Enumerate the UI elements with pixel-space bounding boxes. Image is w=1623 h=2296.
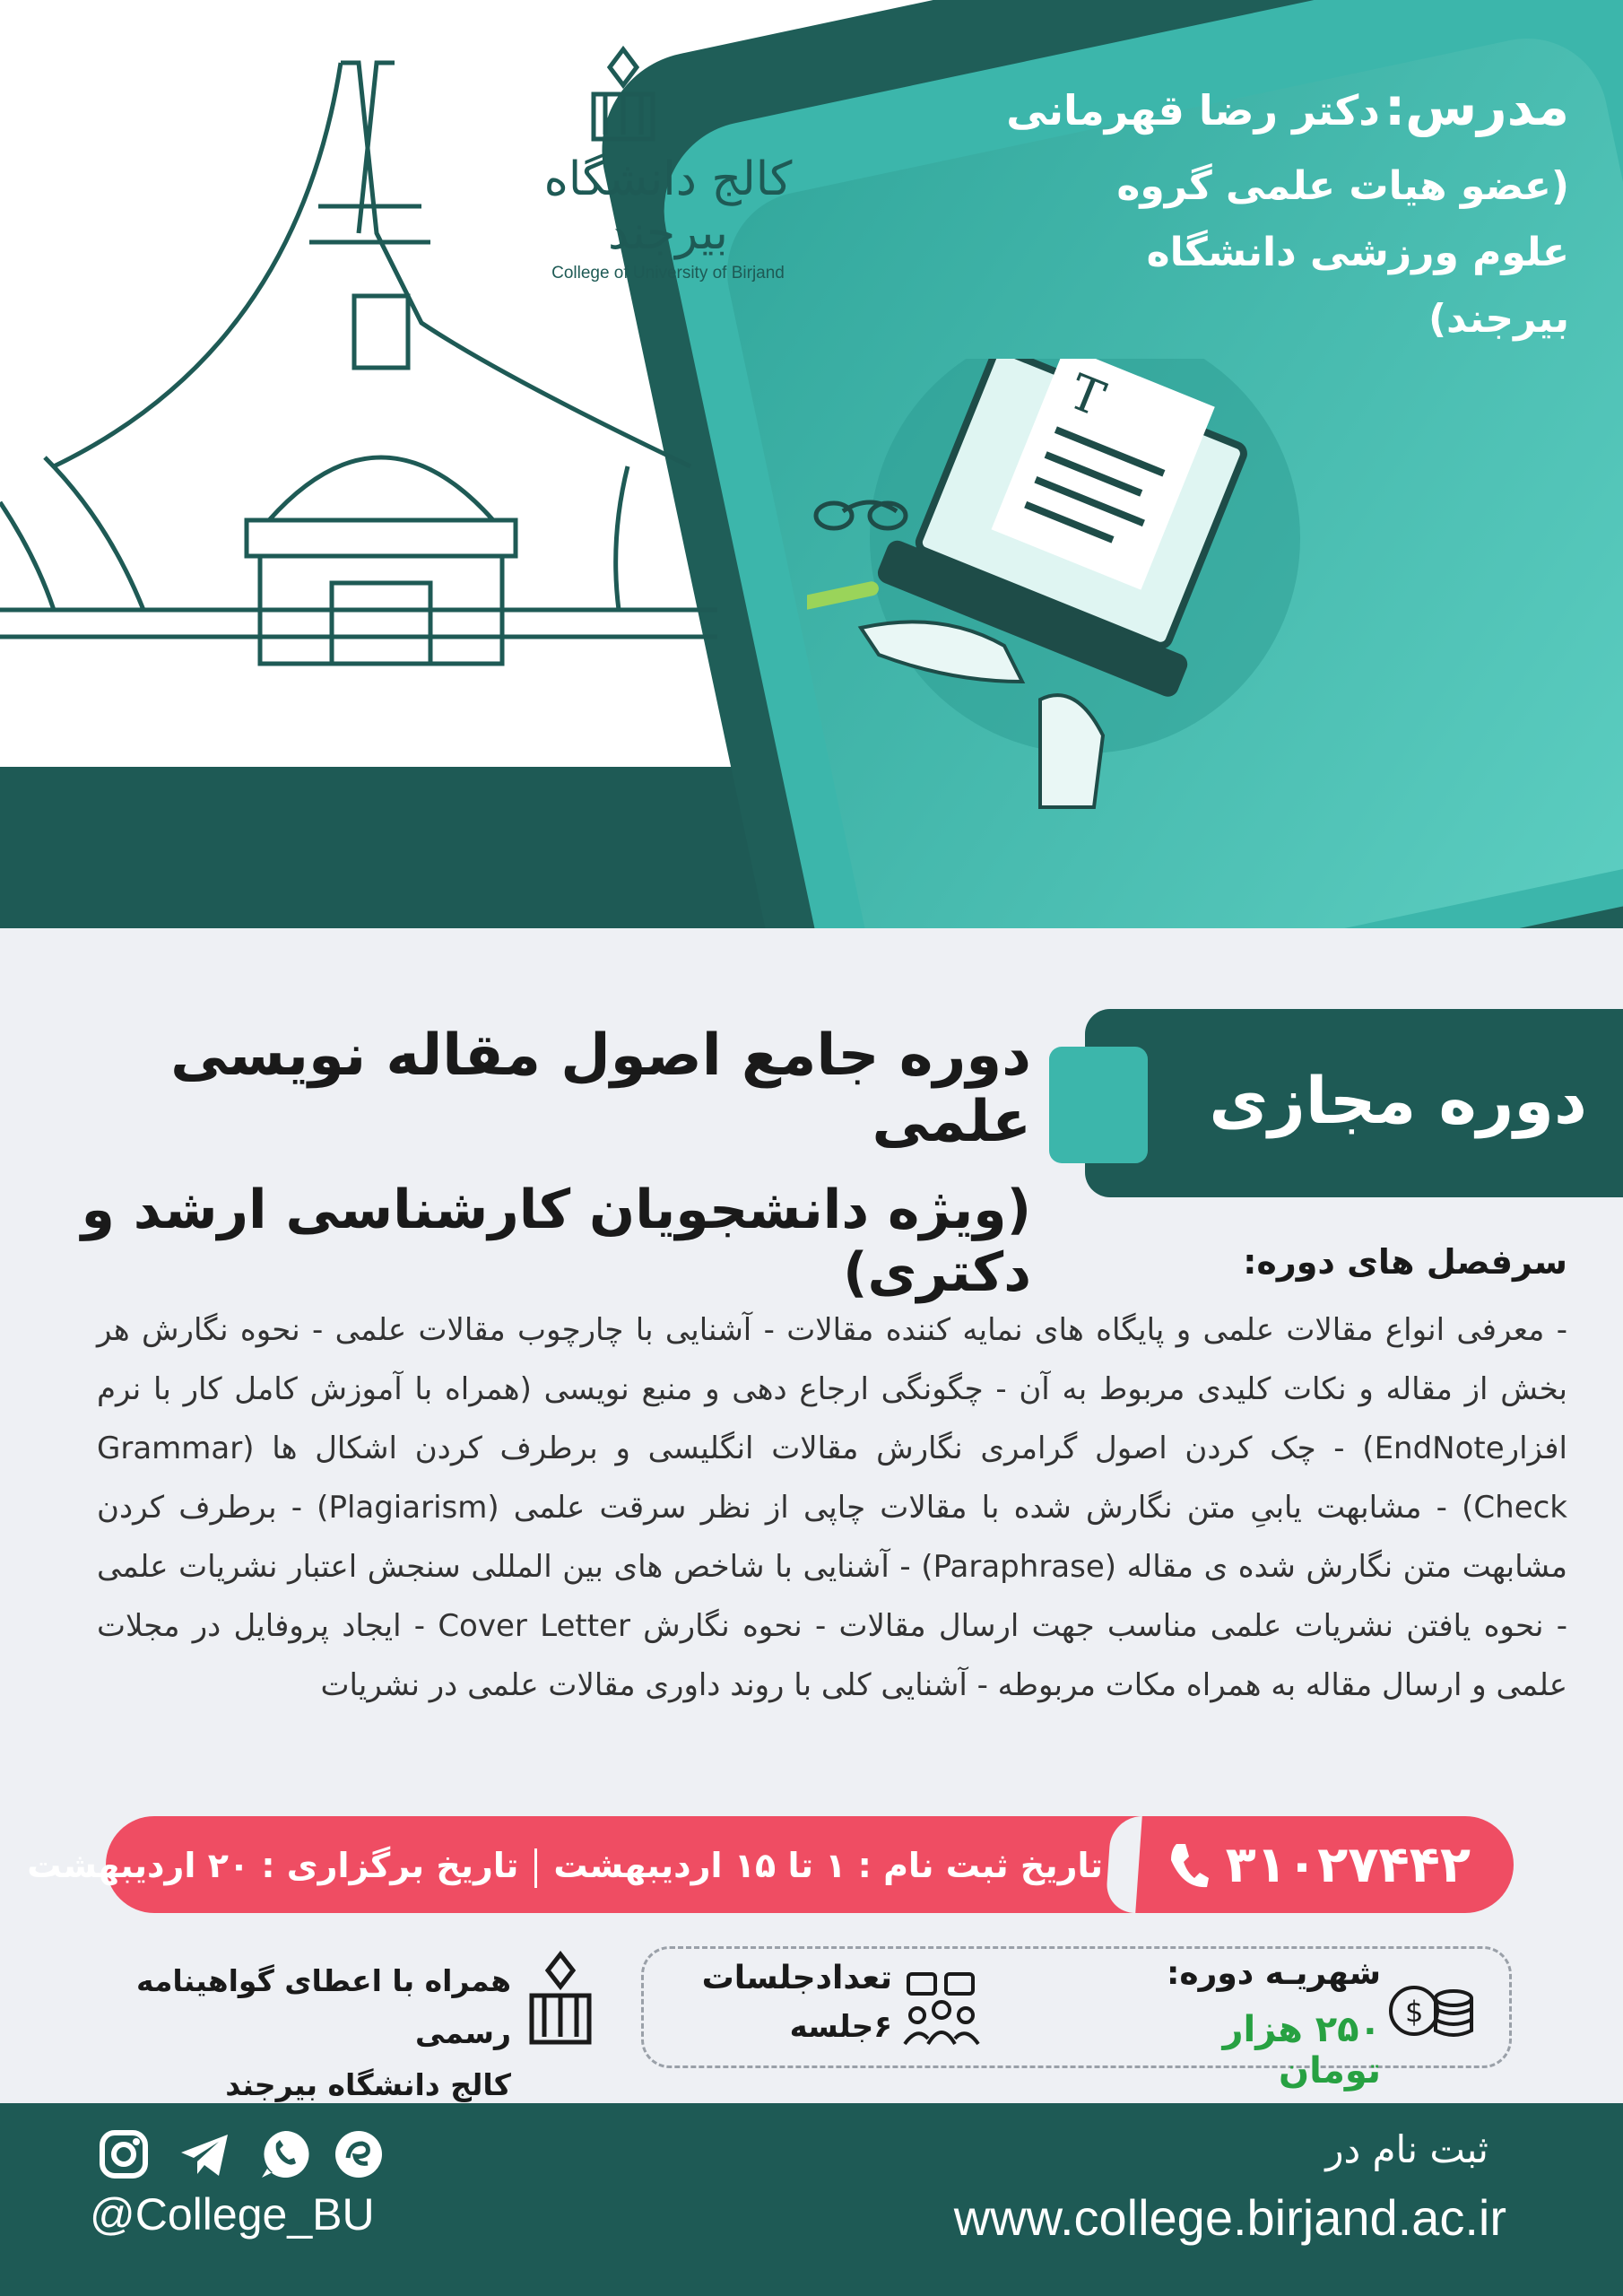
event-date: تاریخ برگزاری : ۲۰ اردیبهشت (27, 1846, 519, 1885)
hero-section (0, 0, 1623, 928)
eitaa-icon[interactable] (332, 2127, 386, 2181)
website-link[interactable]: www.college.birjand.ac.ir (953, 2189, 1506, 2246)
logo-persian-name: کالج دانشگاه بیرجند (543, 152, 793, 260)
registration-period: تاریخ ثبت نام : ۱ تا ۱۵ اردیبهشت (553, 1846, 1103, 1885)
fee-value: ۲۵۰ هزار تومان (1222, 2009, 1381, 2092)
instructor-block (995, 76, 1569, 352)
register-at-label: ثبت نام در (1325, 2127, 1488, 2171)
course-title: دوره جامع اصول مقاله نویسی علمی (170, 1022, 1031, 1155)
sessions-value: ۶جلسه (789, 2009, 892, 2045)
certificate-line-1: همراه با اعطای گواهینامه رسمی (135, 1963, 511, 2050)
registration-bar-divider (1105, 1816, 1142, 1913)
instructor-label: مدرس: (1384, 76, 1569, 137)
instructor-name: دکتر رضا قهرمانی (1006, 86, 1380, 135)
telegram-icon[interactable] (178, 2127, 231, 2181)
coins-icon (1385, 1973, 1475, 2045)
college-logo-text (498, 152, 838, 283)
affiliation-line-1: (عضو هیات علمی گروه (1116, 163, 1569, 209)
course-subtitle: (ویژه دانشجویان کارشناسی ارشد و دکتری) (81, 1178, 1031, 1304)
virtual-course-label: دوره مجازی (1209, 1063, 1587, 1138)
instagram-icon[interactable] (97, 2127, 151, 2181)
university-building-illustration (0, 54, 717, 682)
phone-number[interactable]: ۳۱۰۲۷۴۴۲ (1225, 1836, 1471, 1894)
laptop-writing-illustration (807, 359, 1345, 825)
affiliation-line-2: علوم ورزشی دانشگاه (1146, 230, 1569, 275)
certificate-logo-icon (525, 1951, 596, 2049)
svg-text:T: T (1061, 362, 1113, 428)
group-meeting-icon (901, 1969, 982, 2049)
certificate-line-2: کالج دانشگاه بیرجند (225, 2067, 511, 2102)
whatsapp-icon[interactable] (258, 2127, 312, 2181)
affiliation-line-3: بیرجند) (1428, 296, 1569, 342)
sessions-label: تعدادجلسات (701, 1960, 892, 1996)
svg-text:$: $ (1405, 1995, 1424, 2029)
college-logo-icon (583, 45, 664, 144)
certificate-text (90, 1955, 511, 2111)
course-title-block (63, 1022, 1031, 1304)
dates-separator (534, 1848, 537, 1888)
fee-label: شهریـه دوره: (1167, 1955, 1381, 1992)
registration-dates (27, 1839, 1103, 1892)
syllabus-heading: سرفصل های دوره: (1243, 1242, 1567, 1282)
syllabus-body: - معرفی انواع مقالات علمی و پایگاه های نمایه کننده مقالات - آشنایی با چارچوب مقالات علمی - نحوه نگارش هر بخش از مقاله و نکات کلیدی مربوط به آن - چگونگی ارجاع دهی و منبع نویسی (همراه با آموزش کامل کار با نرم افزارEndNote) - چک کردن اصول گرامری نگارش مقالات انگلیسی و برطرف کردن اشکال ها (Grammar Check) - مشابهت یابیِ متن نگارش شده با مقالات چاپی از نظر سرقت علمی (Plagiarism) - برطرف کردن مشابهت متن نگارش شده ی مقاله (Paraphrase) - آشنایی با شاخص های بین المللی سنجش اعتبار نشریات علمی - نحوه یافتن نشریات علمی مناسب جهت ارسال مقالات - نحوه نگارش Cover Letter - ایجاد پروفایل در مجلات علمی و ارسال مقاله به همراه مکات مربوطه - آشنایی کلی با روند داوری مقالات علمی در نشریات (97, 1312, 1567, 1703)
logo-english-name: College of University of Birjand (551, 264, 785, 283)
social-handle[interactable]: @College_BU (90, 2189, 375, 2239)
instructor-affiliation (995, 153, 1569, 352)
